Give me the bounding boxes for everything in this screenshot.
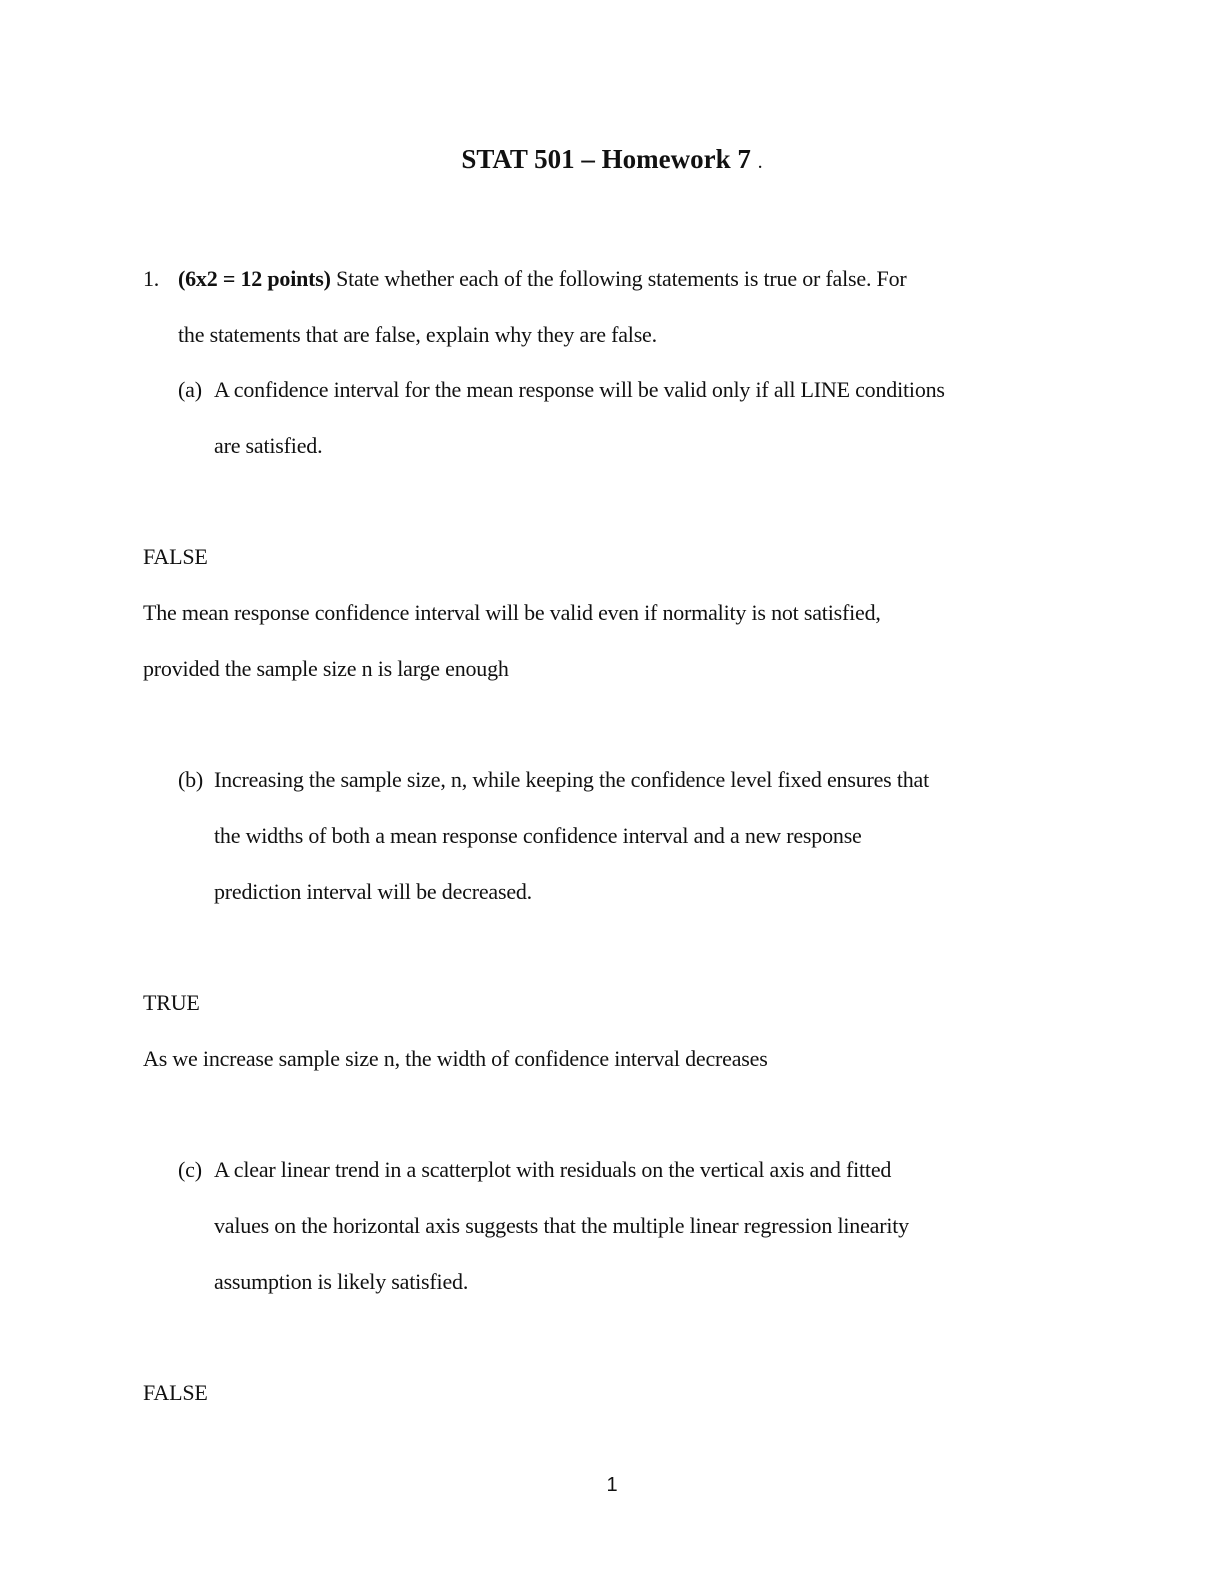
part-c-answer: FALSE xyxy=(143,1380,208,1405)
part-b-statement-line-2: the widths of both a mean response confidence interval and a new response xyxy=(214,823,862,848)
title-text: STAT 501 – Homework 7 xyxy=(461,144,751,174)
part-a-answer: FALSE xyxy=(143,544,208,569)
part-b-answer: TRUE xyxy=(143,990,200,1015)
question-points: (6x2 = 12 points) xyxy=(178,266,331,291)
part-b-statement-line-1: Increasing the sample size, n, while keeping the confidence level fixed ensures that xyxy=(214,767,930,792)
part-b-label: (b) xyxy=(178,767,204,792)
part-c-statement-line-1: A clear linear trend in a scatterplot with residuals on the vertical axis and fitted xyxy=(214,1157,892,1182)
part-a-statement-line-1: A confidence interval for the mean response will be valid only if all LINE conditions xyxy=(214,377,945,402)
part-c-statement-line-2: values on the horizontal axis suggests that the multiple linear regression linearity xyxy=(214,1213,909,1238)
question-prompt-line-1 xyxy=(178,265,907,293)
question-prompt-text: State whether each of the following statements is true or false. For xyxy=(330,266,907,291)
page-number: 1 xyxy=(606,1474,618,1496)
part-c-label: (c) xyxy=(178,1157,202,1182)
question-prompt-line-2: the statements that are false, explain why they are false. xyxy=(178,322,657,347)
part-b-statement-line-3: prediction interval will be decreased. xyxy=(214,879,532,904)
part-a-explanation-line-2: provided the sample size n is large enough xyxy=(143,656,509,681)
part-a-statement-line-2: are satisfied. xyxy=(214,433,323,458)
part-a-explanation-line-1: The mean response confidence interval will be valid even if normality is not satisfied, xyxy=(143,600,881,625)
question-number: 1. xyxy=(143,266,160,291)
part-c-statement-line-3: assumption is likely satisfied. xyxy=(214,1269,469,1294)
part-b-explanation-line-1: As we increase sample size n, the width of confidence interval decreases xyxy=(143,1046,768,1071)
part-a-label: (a) xyxy=(178,377,202,402)
document-title xyxy=(0,142,1224,179)
title-suffix: . xyxy=(757,151,763,173)
